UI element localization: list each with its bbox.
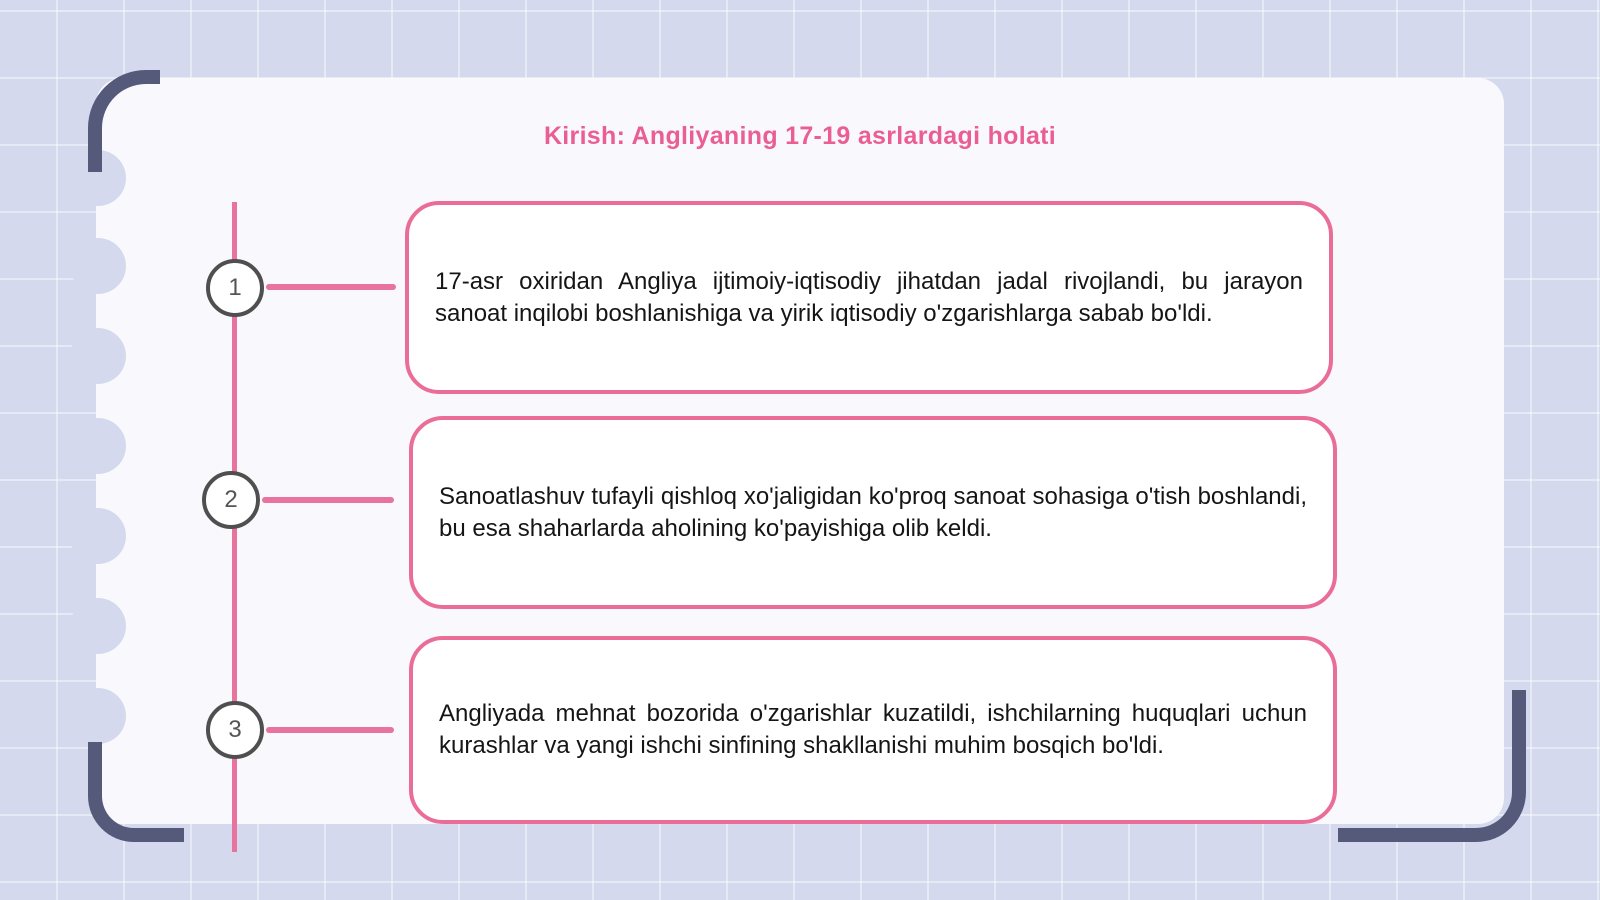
corner-bracket-top-left: [88, 70, 160, 172]
timeline-step-number: 3: [206, 701, 264, 759]
timeline-card-text: Sanoatlashuv tufayli qishloq xo'jaligidan ko'proq sanoat sohasiga o'tish boshlandi, bu esa shaharlarda aholining ko'payishiga olib keldi.: [439, 482, 1307, 542]
timeline-step-number: 2: [202, 471, 260, 529]
paper-notch: [70, 508, 126, 564]
corner-bracket-bottom-right: [1338, 690, 1526, 842]
paper-notch: [70, 598, 126, 654]
paper-notch: [70, 688, 126, 744]
corner-bracket-bottom-left: [88, 742, 184, 842]
timeline-card: [409, 416, 1337, 609]
timeline-card: [409, 636, 1337, 824]
timeline-step-number: 1: [206, 259, 264, 317]
slide-title: Kirish: Angliyaning 17-19 asrlardagi holati: [543, 122, 1057, 150]
timeline-connector: [266, 727, 394, 733]
timeline-card: [405, 201, 1333, 394]
paper-notch: [70, 328, 126, 384]
timeline-card-text: 17-asr oxiridan Angliya ijtimoiy-iqtisodiy jihatdan jadal rivojlandi, bu jarayon sanoat inqilobi boshlanishiga va yirik iqtisodiy o'zgarishlarga sabab bo'ldi.: [435, 267, 1303, 327]
timeline-connector: [266, 284, 396, 290]
timeline-card-text: Angliyada mehnat bozorida o'zgarishlar kuzatildi, ishchilarning huquqlari uchun kurashlar va yangi ishchi sinfining shakllanishi muhim bosqich bo'ldi.: [439, 700, 1307, 759]
paper-notch: [70, 418, 126, 474]
paper-notch: [70, 238, 126, 294]
timeline-connector: [262, 497, 394, 503]
